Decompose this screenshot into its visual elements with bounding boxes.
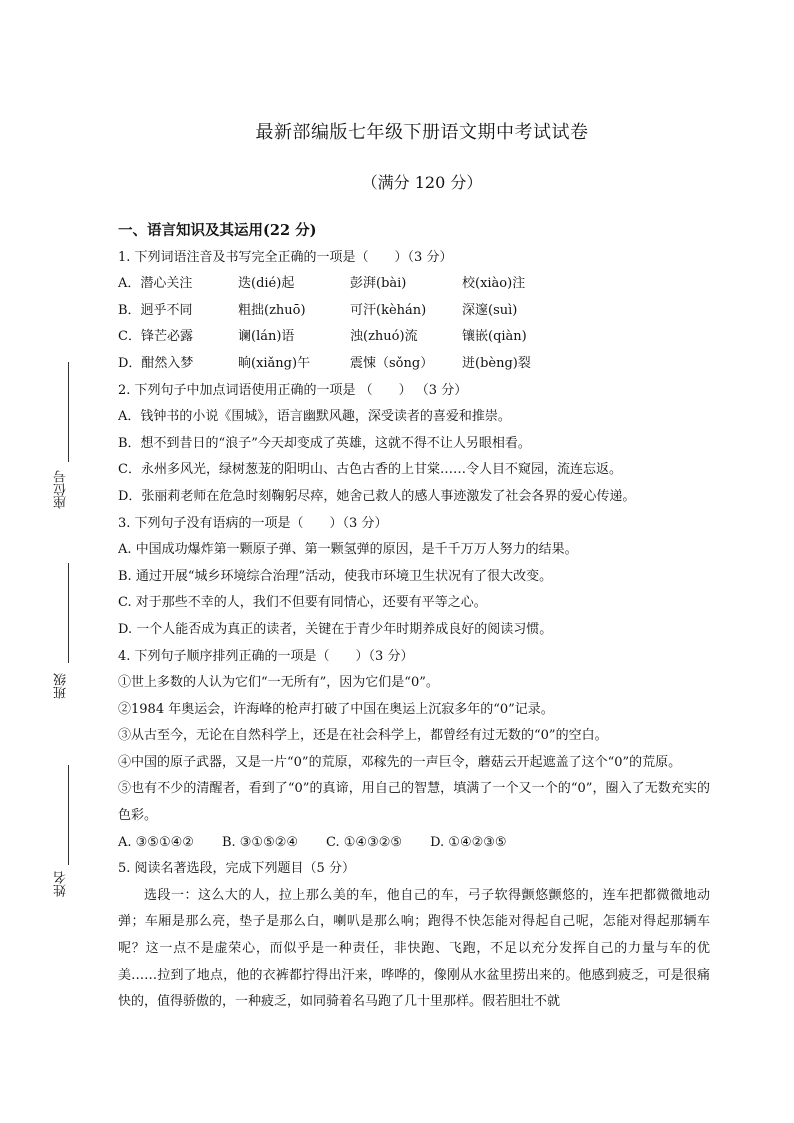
question-1-option-b — [118, 298, 710, 325]
exam-title: 最新部编版七年级下册语文期中考试试卷 — [255, 122, 589, 143]
question-2-stem: 2. 下列句子中加点词语使用正确的一项是 （ ） （3 分） — [118, 382, 468, 398]
question-4-sentence-1: ①世上多数的人认为它们“一无所有”，因为它们是“0”。 — [118, 675, 439, 691]
option-cell: 迭(dié)起 — [238, 276, 295, 292]
question-2-option-c: C．永州多风光，绿树葱茏的阳明山、古色古香的上甘棠……令人目不窥园，流连忘返。 — [118, 462, 622, 478]
option-cell: C．锋芒必露 — [118, 329, 193, 345]
question-2-option-b: B．想不到昔日的“浪子”今天却变成了英雄，这就不得不让人另眼相看。 — [118, 435, 531, 451]
question-3-option-a: A. 中国成功爆炸第一颗原子弹、第一颗氢弹的原因，是千千万万人努力的结果。 — [118, 542, 578, 558]
question-4-stem: 4. 下列句子顺序排列正确的一项是（ ）（3 分） — [118, 648, 414, 664]
option-b: B. ③①⑤②④ — [221, 834, 299, 850]
question-4-sentence-5: ⑤也有不少的清醒者，看到了“0”的真谛，用自己的智慧，填满了一个又一个的“0”，圈入了无数充实的色彩。 — [118, 781, 710, 824]
question-1-stem: 1. 下列词语注音及书写完全正确的一项是（ ）（3 分） — [118, 249, 453, 265]
option-a: A. ③⑤①④② — [118, 834, 194, 850]
option-cell: 晌(xiǎng)午 — [238, 355, 311, 371]
question-3-option-b: B. 通过开展“城乡环境综合治理”活动，使我市环境卫生状况有了很大改变。 — [118, 568, 553, 584]
exam-subtitle: （满分 120 分） — [361, 173, 483, 192]
option-cell: 彭湃(bài) — [350, 276, 407, 292]
question-4-sentence-2: ②1984 年奥运会，许海峰的枪声打破了中国在奥运上沉寂多年的“0”记录。 — [118, 701, 554, 717]
option-cell: 可汗(kèhán) — [350, 302, 427, 318]
option-cell: B．迥乎不同 — [118, 302, 193, 318]
exam-content — [118, 218, 710, 1016]
question-3-option-d: D. 一个人能否成为真正的读者，关键在于青少年时期养成良好的阅读习惯。 — [118, 621, 553, 637]
option-cell: 校(xiào)注 — [462, 276, 526, 292]
binding-line-bottom — [68, 765, 69, 865]
option-cell: 浊(zhuó)流 — [350, 329, 418, 345]
question-2-option-a: A．钱钟书的小说《围城》，语言幽默风趣，深受读者的喜爱和推崇。 — [118, 409, 511, 425]
name-label: 姓名 — [54, 871, 69, 897]
option-d: D. ①④②③⑤ — [430, 834, 507, 850]
question-3-stem: 3. 下列句子没有语病的一项是（ ）（3 分） — [118, 515, 388, 531]
question-5-stem: 5. 阅读名著选段，完成下列题目（5 分） — [118, 861, 355, 877]
question-1-option-d — [118, 351, 710, 378]
option-cell: 谰(lán)语 — [238, 329, 295, 345]
binding-line-top — [68, 362, 69, 462]
class-label: 班级 — [54, 673, 69, 699]
option-cell: 迸(bèng)裂 — [462, 355, 531, 371]
option-cell: 粗拙(zhuō) — [238, 302, 306, 318]
binding-line-middle — [68, 563, 69, 663]
option-cell: 镶嵌(qiàn) — [462, 329, 527, 345]
seat-number-label: 座位号 — [54, 470, 69, 510]
question-2-option-d: D．张丽莉老师在危急时刻鞠躬尽瘁，她舍己救人的感人事迹激发了社会各界的爱心传递。 — [118, 488, 636, 504]
question-4-sentence-3: ③从古至今，无论在自然科学上，还是在社会科学上，都曾经有过无数的“0”的空白。 — [118, 728, 608, 744]
question-3-option-c: C. 对于那些不幸的人，我们不但要有同情心，还要有平等之心。 — [118, 595, 487, 611]
option-cell: 深邃(suì) — [462, 302, 518, 318]
question-4-options — [118, 830, 710, 857]
option-cell: A．潜心关注 — [118, 276, 193, 292]
question-4-sentence-4: ④中国的原子武器，又是一片“0”的荒原，邓稼先的一声巨令，蘑菇云开起遮盖了这个“0”的荒原。 — [118, 754, 682, 770]
option-c: C. ①④③②⑤ — [326, 834, 403, 850]
section-heading: 一、语言知识及其运用(22 分) — [118, 222, 317, 239]
option-cell: D．酣然入梦 — [118, 355, 194, 371]
option-cell: 震悚（sǒng） — [350, 355, 434, 371]
question-5-passage: 选段一：这么大的人，拉上那么美的车，他自己的车，弓子软得颤悠颤悠的，连车把都微微地动弹；车厢是那么亮，垫子是那么白，喇叭是那么响；跑得不快怎能对得起自己呢，怎能对得起那辆车呢？这一点不是虚荣心，而似乎是一种责任，非快跑、飞跑，不足以充分发挥自己的力量与车的优美……拉到了地点，他的衣裤都拧得出汗来，哗哗的，像刚从水盆里捞出来的。他感到疲乏，可是很痛快的，值得骄傲的，一种疲乏，如同骑着名马跑了几十里那样。假若胆壮不就 — [118, 887, 710, 1010]
question-1-option-a — [118, 271, 710, 298]
question-1-option-c — [118, 324, 710, 351]
